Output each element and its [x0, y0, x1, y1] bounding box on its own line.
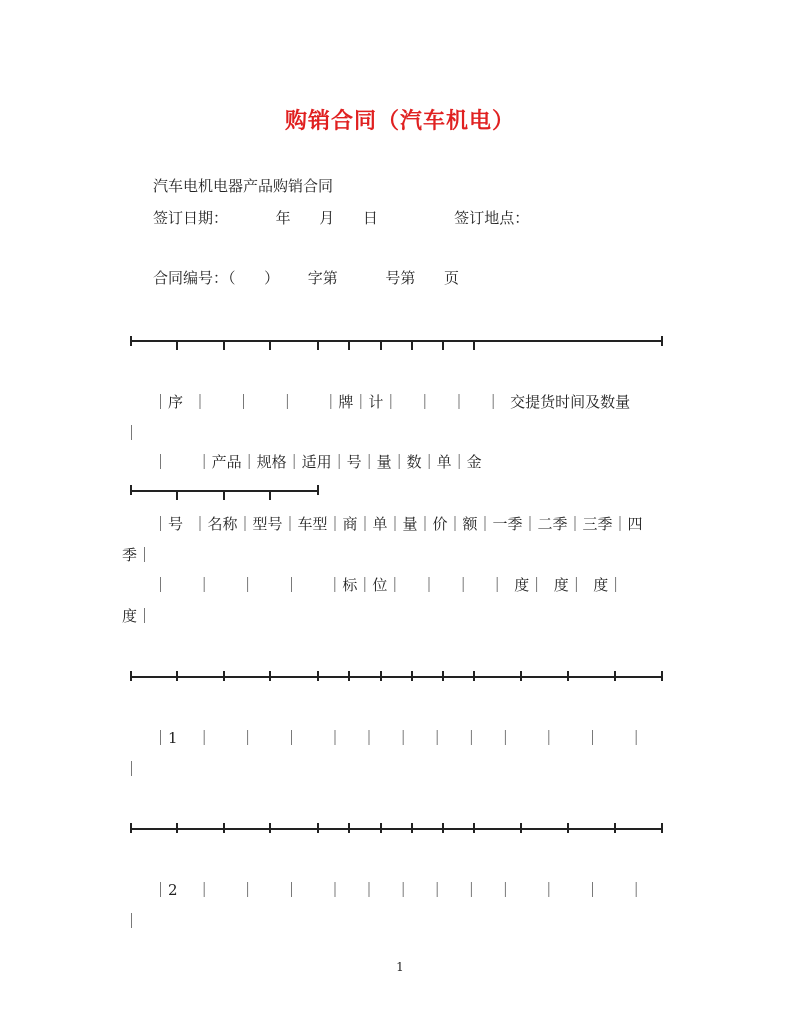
rule-tick [473, 823, 475, 833]
rule-tick [176, 671, 178, 681]
table-row-2: ｜2 ｜ ｜ ｜ ｜ ｜ ｜ ｜ ｜ ｜ ｜ ｜ ｜ [153, 881, 644, 899]
rule-tick [176, 490, 178, 500]
table-row-1-tail: ｜ [124, 760, 140, 778]
table-row-1: ｜1 ｜ ｜ ｜ ｜ ｜ ｜ ｜ ｜ ｜ ｜ ｜ ｜ [153, 729, 644, 747]
rule-tick [380, 823, 382, 833]
rule-tick [380, 340, 382, 350]
rule-tick [411, 823, 413, 833]
rule-tick [269, 340, 271, 350]
rule-tick [223, 490, 225, 500]
rule-tick [661, 823, 663, 833]
rule-tick [176, 823, 178, 833]
rule-tick [130, 823, 132, 833]
contract-subtitle: 汽车电机电器产品购销合同 [153, 177, 334, 195]
table-header-row-2: ｜ ｜产品｜规格｜适用｜号｜量｜数｜单｜金 [153, 453, 482, 471]
rule-tick [317, 485, 319, 495]
rule-tick [317, 823, 319, 833]
table-header-row-3: ｜号 ｜名称｜型号｜车型｜商｜单｜量｜价｜额｜一季｜二季｜三季｜四 [153, 515, 643, 533]
rule-tick [269, 671, 271, 681]
rule-tick [473, 671, 475, 681]
table-row-2-tail: ｜ [124, 912, 140, 930]
rule-tick [442, 340, 444, 350]
rule-tick [317, 340, 319, 350]
table-header-row-1: ｜序 ｜ ｜ ｜ ｜牌｜计｜ ｜ ｜ ｜ 交提货时间及数量 [153, 393, 631, 411]
rule-tick [520, 671, 522, 681]
contract-number-line: 合同编号：（ ） 字第 号第 页 [153, 269, 460, 287]
table-header-row-1-tail: ｜ [124, 424, 140, 442]
document-title: 购销合同（汽车机电） [284, 108, 515, 134]
rule-tick [520, 823, 522, 833]
table-row-rule [130, 828, 663, 830]
rule-tick [661, 671, 663, 681]
rule-tick [348, 823, 350, 833]
rule-tick [130, 485, 132, 495]
rule-tick [380, 671, 382, 681]
rule-tick [269, 490, 271, 500]
rule-tick [130, 336, 132, 346]
page-number: 1 [396, 960, 404, 974]
table-header-row-4: ｜ ｜ ｜ ｜ ｜标｜位｜ ｜ ｜ ｜ 度｜ 度｜ 度｜ [153, 576, 624, 594]
sign-date-line: 签订日期： 年 月 日 签订地点： [153, 209, 530, 227]
rule-tick [223, 823, 225, 833]
rule-tick [223, 340, 225, 350]
rule-tick [130, 671, 132, 681]
rule-tick [567, 823, 569, 833]
table-row-rule [130, 676, 663, 678]
table-header-row-4-tail: 度｜ [122, 607, 153, 625]
rule-tick [176, 340, 178, 350]
rule-tick [269, 823, 271, 833]
rule-tick [614, 671, 616, 681]
rule-tick [661, 336, 663, 346]
rule-tick [567, 671, 569, 681]
rule-tick [348, 340, 350, 350]
table-header-row-3-tail: 季｜ [122, 546, 153, 564]
rule-tick [442, 671, 444, 681]
table-top-rule [130, 340, 663, 342]
rule-tick [411, 671, 413, 681]
rule-tick [473, 340, 475, 350]
rule-tick [223, 671, 225, 681]
rule-tick [317, 671, 319, 681]
rule-tick [442, 823, 444, 833]
rule-tick [411, 340, 413, 350]
rule-tick [614, 823, 616, 833]
rule-tick [348, 671, 350, 681]
